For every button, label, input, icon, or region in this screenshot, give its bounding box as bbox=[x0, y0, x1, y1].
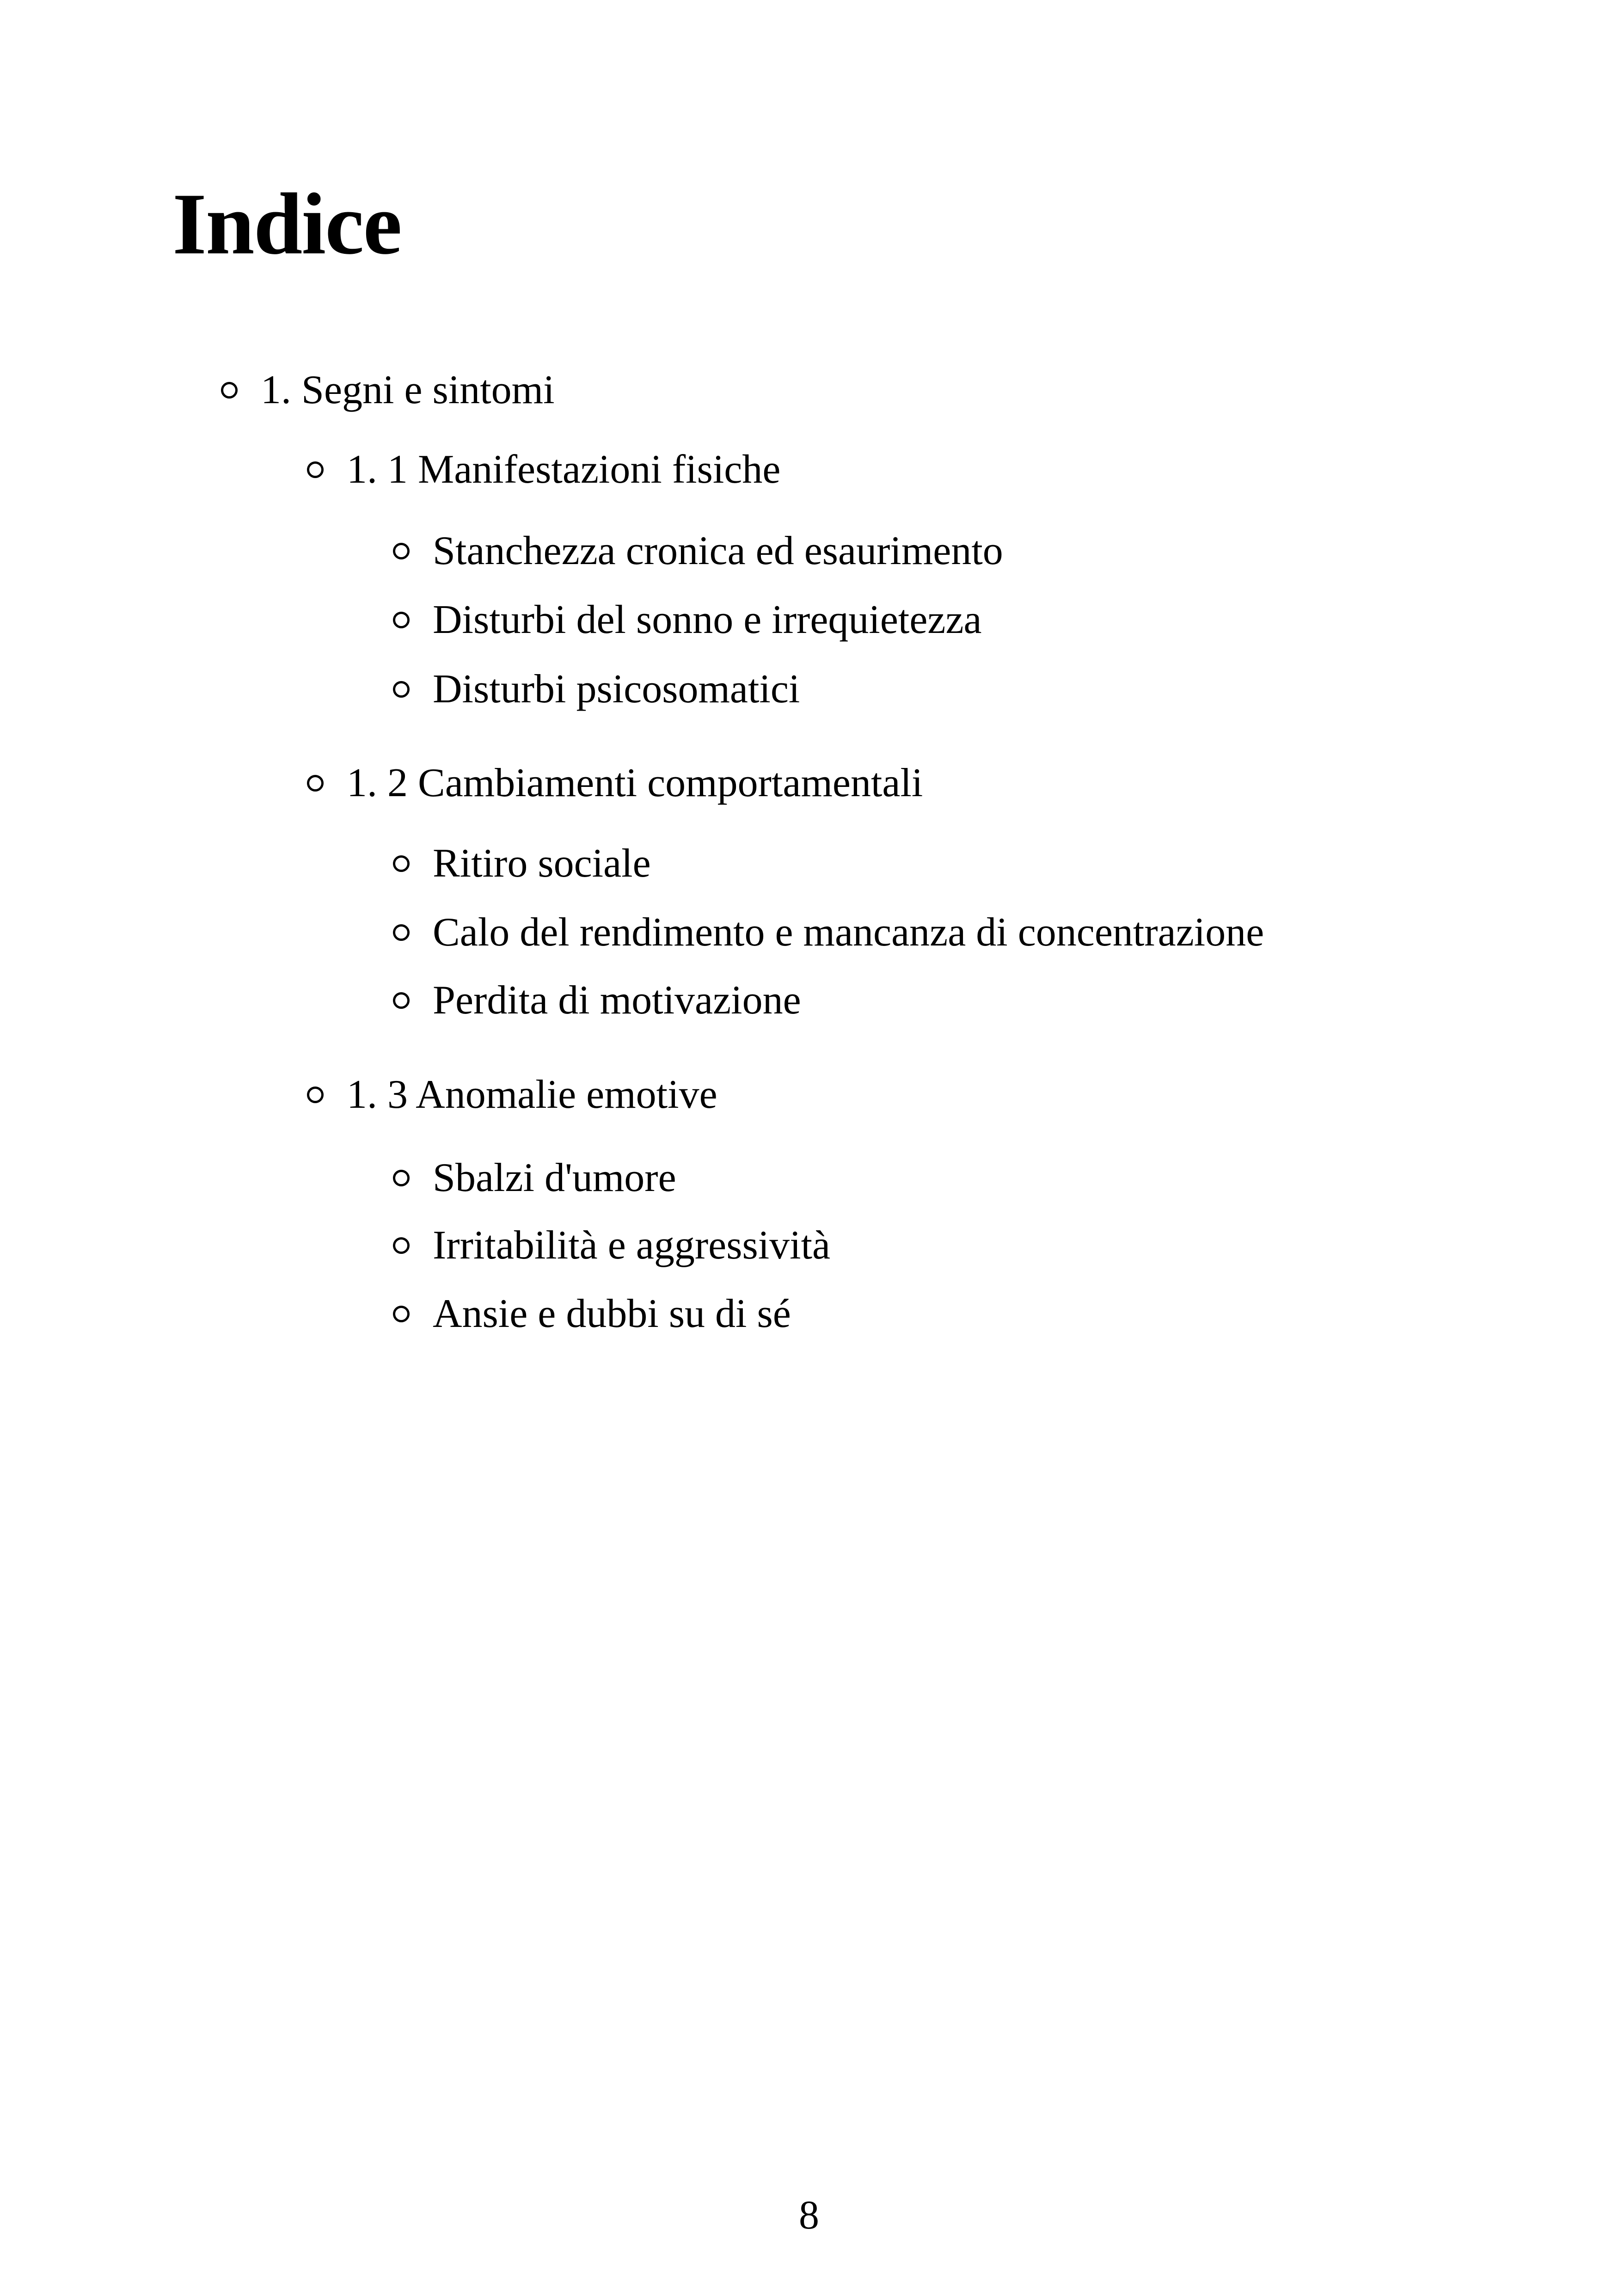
toc-item[interactable] bbox=[393, 669, 800, 710]
circle-bullet-icon bbox=[393, 543, 410, 559]
toc-item[interactable] bbox=[393, 980, 801, 1021]
toc-item[interactable] bbox=[393, 1225, 830, 1266]
circle-bullet-icon bbox=[393, 1237, 410, 1254]
toc-item-label: Perdita di motivazione bbox=[433, 978, 801, 1023]
circle-bullet-icon bbox=[307, 1087, 324, 1103]
circle-bullet-icon bbox=[393, 681, 410, 698]
toc-item[interactable] bbox=[393, 912, 1264, 953]
toc-item-label: Disturbi del sonno e irrequietezza bbox=[433, 597, 982, 642]
toc-item-label: Disturbi psicosomatici bbox=[433, 667, 800, 712]
toc-chapter-label: 1. Segni e sintomi bbox=[261, 368, 555, 412]
page-title: Indice bbox=[172, 176, 401, 273]
toc-chapter-1[interactable] bbox=[221, 370, 555, 411]
circle-bullet-icon bbox=[393, 612, 410, 628]
circle-bullet-icon bbox=[393, 1170, 410, 1186]
toc-section-1-3[interactable] bbox=[307, 1074, 717, 1115]
toc-item-label: Ritiro sociale bbox=[433, 841, 651, 886]
toc-section-1-1[interactable] bbox=[307, 449, 780, 490]
circle-bullet-icon bbox=[393, 855, 410, 872]
toc-item[interactable] bbox=[393, 528, 1003, 573]
toc-item-label: Irritabilità e aggressività bbox=[433, 1223, 831, 1268]
toc-section-label: 1. 1 Manifestazioni fisiche bbox=[347, 447, 781, 492]
toc-section-label: 1. 2 Cambiamenti comportamentali bbox=[347, 761, 923, 805]
toc-item-label: Sbalzi d'umore bbox=[433, 1155, 676, 1200]
toc-item[interactable] bbox=[393, 843, 651, 884]
page-number: 8 bbox=[799, 2193, 819, 2238]
toc-item[interactable] bbox=[393, 1155, 676, 1200]
toc-item-label: Ansie e dubbi su di sé bbox=[433, 1291, 791, 1336]
toc-item[interactable] bbox=[393, 597, 982, 642]
circle-bullet-icon bbox=[393, 924, 410, 941]
circle-bullet-icon bbox=[393, 1306, 410, 1322]
circle-bullet-icon bbox=[221, 382, 238, 399]
toc-section-1-2[interactable] bbox=[307, 763, 923, 804]
circle-bullet-icon bbox=[307, 775, 324, 792]
circle-bullet-icon bbox=[393, 992, 410, 1009]
toc-item-label: Calo del rendimento e mancanza di concentrazione bbox=[433, 910, 1264, 955]
circle-bullet-icon bbox=[307, 461, 324, 478]
toc-item[interactable] bbox=[393, 1291, 791, 1336]
toc-section-label: 1. 3 Anomalie emotive bbox=[347, 1072, 717, 1117]
toc-item-label: Stanchezza cronica ed esaurimento bbox=[433, 528, 1003, 573]
